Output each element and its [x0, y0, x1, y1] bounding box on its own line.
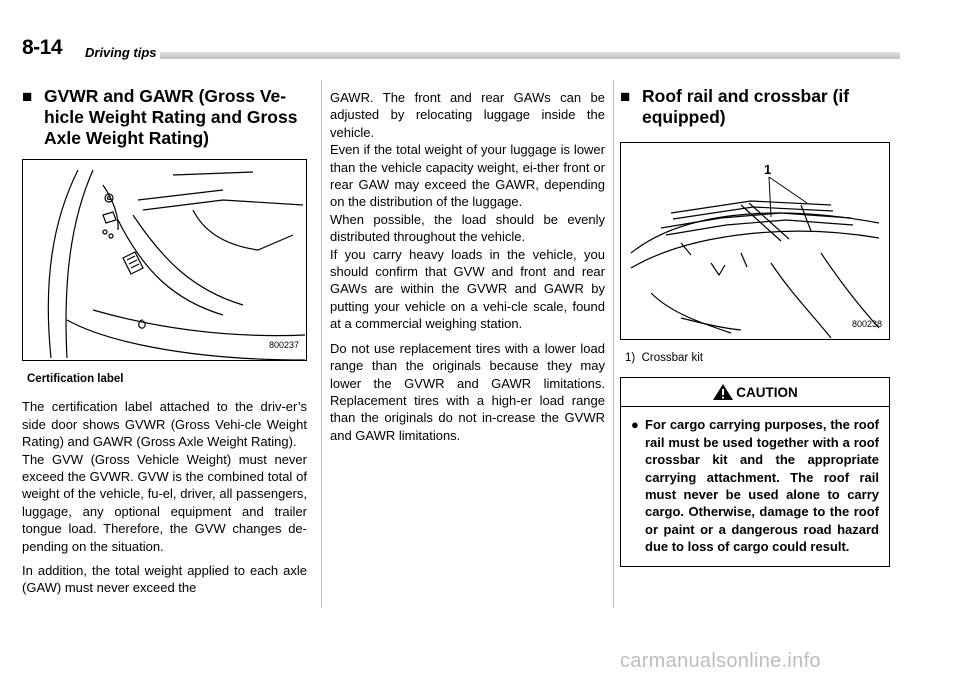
heading-text: GVWR and GAWR (Gross Ve-hicle Weight Rating and Gross Axle Weight Rating): [44, 86, 298, 148]
figure-code: 800238: [851, 318, 882, 329]
paragraph: GAWR. The front and rear GAWs can be adjusted by relocating luggage inside the vehicle. Even if the total weight of your luggage is lower than the vehicle capacity weight, ei-ther front or rear GAW may exceed the GAWR, depending on the distribution of the luggage. When possible, the load should be evenly distributed throughout the vehicle. If you carry heavy loads in the vehicle, you should confirm that GVW and front and rear GAWs are within the GVWR and GAWR by putting your vehicle on a vehi-cle scale, found at a commercial weighing station.: [330, 90, 605, 332]
paragraph: Do not use replacement tires with a lower load range than the originals because they may lower the GVWR and GAWR limitations. Replacement tires with a high-er load range than the originals do not in-crease the GVWR and GAWR limitations.: [330, 340, 605, 443]
door-illustration: [23, 160, 306, 360]
caution-header: [621, 378, 889, 407]
heading-bullet: ■: [620, 87, 631, 106]
column-1: [22, 86, 307, 604]
header-rule: [160, 52, 900, 59]
figure-caption: Certification label: [27, 373, 124, 385]
paragraph: The certification label attached to the driv-er’s side door shows GVWR (Gross Vehi-cle Weight Rating) and GAWR (Gross Axle Weight Rating). The GVW (Gross Vehicle Weight) must never exceed the GVWR. GVW is the combined total of weight of the vehicle, fu-el, driver, all passengers, luggage, any optional equipment and trailer tongue load. Therefore, the GVW changes de-pending on the situation.: [22, 399, 307, 554]
caution-body: [621, 407, 889, 565]
figure-code: 800237: [268, 339, 299, 350]
heading-text: Roof rail and crossbar (if equipped): [642, 86, 850, 127]
paragraph: In addition, the total weight applied to each axle (GAW) must never exceed the: [22, 563, 307, 596]
figure-callout-1: 1: [764, 162, 772, 177]
column-3: [620, 86, 890, 567]
roof-crossbar-illustration: [621, 143, 889, 339]
column-2: [330, 89, 605, 451]
caution-box: [620, 377, 890, 566]
heading-roof-rail: [620, 86, 890, 128]
figure-certification-label: [22, 159, 307, 361]
column-divider-2: [613, 80, 614, 608]
figure-caption: 1) Crossbar kit: [625, 352, 703, 364]
page-number: 8-14: [22, 36, 63, 59]
watermark: carmanualsonline.info: [620, 650, 821, 672]
caution-title: CAUTION: [736, 384, 798, 400]
column-divider-1: [321, 80, 322, 608]
warning-triangle-icon: [712, 383, 734, 401]
caution-text: For cargo carrying purposes, the roof rail must be used together with a roof crossbar kit and the appropriate carrying attachment. The roof rail must never be used alone to carry cargo. Otherwise, damage to the roof or paint or a dangerous road hazard due to loss of cargo could result.: [645, 417, 879, 555]
section-title: Driving tips: [85, 45, 157, 60]
caution-bullet: ●: [631, 417, 639, 433]
figure-crossbar: [620, 142, 890, 340]
heading-bullet: ■: [22, 87, 33, 106]
heading-gvwr: [22, 86, 307, 149]
